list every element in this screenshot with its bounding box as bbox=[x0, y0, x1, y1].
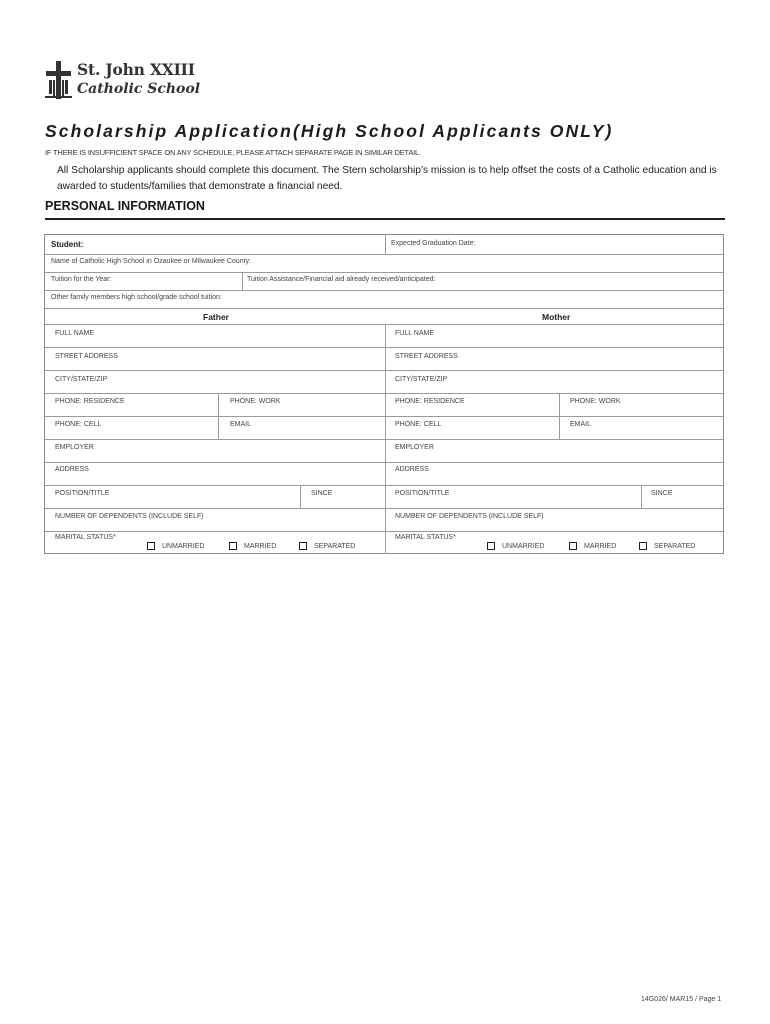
father-phone-work-label: PHONE: WORK bbox=[230, 398, 281, 405]
mother-heading: Mother bbox=[542, 312, 571, 322]
row-divider bbox=[45, 508, 723, 509]
section-divider bbox=[45, 218, 725, 220]
father-dependents-label: NUMBER OF DEPENDENTS (INCLUDE SELF) bbox=[55, 513, 204, 520]
cross-emblem-icon bbox=[44, 60, 74, 100]
father-position-label: POSITION/TITLE bbox=[55, 490, 110, 497]
personal-info-form bbox=[44, 234, 724, 554]
tuition-year-label: Tuition for the Year: bbox=[51, 276, 112, 283]
father-marital-label: MARITAL STATUS* bbox=[55, 534, 116, 541]
father-married-option[interactable]: MARRIED bbox=[229, 542, 276, 550]
col-divider bbox=[385, 324, 386, 554]
row-divider bbox=[45, 485, 723, 486]
father-heading: Father bbox=[203, 312, 229, 322]
row-divider bbox=[45, 308, 723, 309]
attachment-note: IF THERE IS INSUFFICIENT SPACE ON ANY SCHEDULE, PLEASE ATTACH SEPARATE PAGE IN SIMILAR DETAIL. bbox=[45, 148, 421, 157]
checkbox-icon[interactable] bbox=[299, 542, 307, 550]
mother-street-label: STREET ADDRESS bbox=[395, 353, 458, 360]
col-divider bbox=[242, 272, 243, 290]
page-footer: 14G026/ MAR15 / Page 1 bbox=[641, 996, 722, 1003]
page-title: Scholarship Application(High School Applicants ONLY) bbox=[45, 121, 614, 141]
checkbox-icon[interactable] bbox=[229, 542, 237, 550]
row-divider bbox=[45, 290, 723, 291]
father-phone-cell-label: PHONE: CELL bbox=[55, 421, 102, 428]
row-divider bbox=[45, 272, 723, 273]
tuition-assistance-label: Tuition Assistance/Financial aid already received/anticipated: bbox=[247, 276, 436, 283]
school-logo bbox=[44, 60, 201, 102]
section-heading: PERSONAL INFORMATION bbox=[45, 199, 205, 213]
row-divider bbox=[45, 347, 723, 348]
mother-city-label: CITY/STATE/ZIP bbox=[395, 376, 448, 383]
father-unmarried-option[interactable]: UNMARRIED bbox=[147, 542, 204, 550]
mother-unmarried-option[interactable]: UNMARRIED bbox=[487, 542, 544, 550]
row-divider bbox=[45, 416, 723, 417]
father-since-label: SINCE bbox=[311, 490, 333, 497]
father-email-label: EMAIL bbox=[230, 421, 252, 428]
col-divider bbox=[218, 393, 219, 439]
mother-email-label: EMAIL bbox=[570, 421, 592, 428]
father-full-name-label: FULL NAME bbox=[55, 330, 95, 337]
mother-married-option[interactable]: MARRIED bbox=[569, 542, 616, 550]
mother-employer-label: EMPLOYER bbox=[395, 444, 434, 451]
row-divider bbox=[45, 324, 723, 325]
row-divider bbox=[45, 531, 723, 532]
checkbox-icon[interactable] bbox=[639, 542, 647, 550]
student-label: Student: bbox=[51, 240, 84, 249]
mother-address-label: ADDRESS bbox=[395, 466, 429, 473]
row-divider bbox=[45, 462, 723, 463]
logo-subtitle: Catholic School bbox=[77, 81, 201, 97]
mother-dependents-label: NUMBER OF DEPENDENTS (INCLUDE SELF) bbox=[395, 513, 544, 520]
father-street-label: STREET ADDRESS bbox=[55, 353, 118, 360]
row-divider bbox=[45, 370, 723, 371]
father-city-label: CITY/STATE/ZIP bbox=[55, 376, 108, 383]
other-family-label: Other family members high school/grade school tuition: bbox=[51, 294, 222, 301]
checkbox-icon[interactable] bbox=[487, 542, 495, 550]
row-divider bbox=[45, 439, 723, 440]
row-divider bbox=[45, 254, 723, 255]
checkbox-icon[interactable] bbox=[147, 542, 155, 550]
father-employer-label: EMPLOYER bbox=[55, 444, 94, 451]
logo-name: St. John XXIII bbox=[77, 60, 195, 79]
mother-separated-option[interactable]: SEPARATED bbox=[639, 542, 695, 550]
checkbox-icon[interactable] bbox=[569, 542, 577, 550]
mother-full-name-label: FULL NAME bbox=[395, 330, 435, 337]
mother-phone-cell-label: PHONE: CELL bbox=[395, 421, 442, 428]
mother-since-label: SINCE bbox=[651, 490, 673, 497]
col-divider bbox=[559, 393, 560, 439]
mother-phone-residence-label: PHONE: RESIDENCE bbox=[395, 398, 465, 405]
school-name-label: Name of Catholic High School in Ozaukee or Milwaukee County: bbox=[51, 258, 251, 265]
mother-phone-work-label: PHONE: WORK bbox=[570, 398, 621, 405]
row-divider bbox=[45, 393, 723, 394]
mother-marital-label: MARITAL STATUS* bbox=[395, 534, 456, 541]
col-divider bbox=[385, 235, 386, 254]
father-address-label: ADDRESS bbox=[55, 466, 89, 473]
mother-position-label: POSITION/TITLE bbox=[395, 490, 450, 497]
intro-paragraph: All Scholarship applicants should complete this document. The Stern scholarship’s mission is to help offset the costs of a Catholic education and is awarded to students/families that demonstrate a financial need. bbox=[57, 165, 717, 192]
col-divider bbox=[300, 485, 301, 508]
col-divider bbox=[641, 485, 642, 508]
graduation-date-label: Expected Graduation Date: bbox=[391, 240, 476, 247]
father-separated-option[interactable]: SEPARATED bbox=[299, 542, 355, 550]
father-phone-residence-label: PHONE: RESIDENCE bbox=[55, 398, 125, 405]
